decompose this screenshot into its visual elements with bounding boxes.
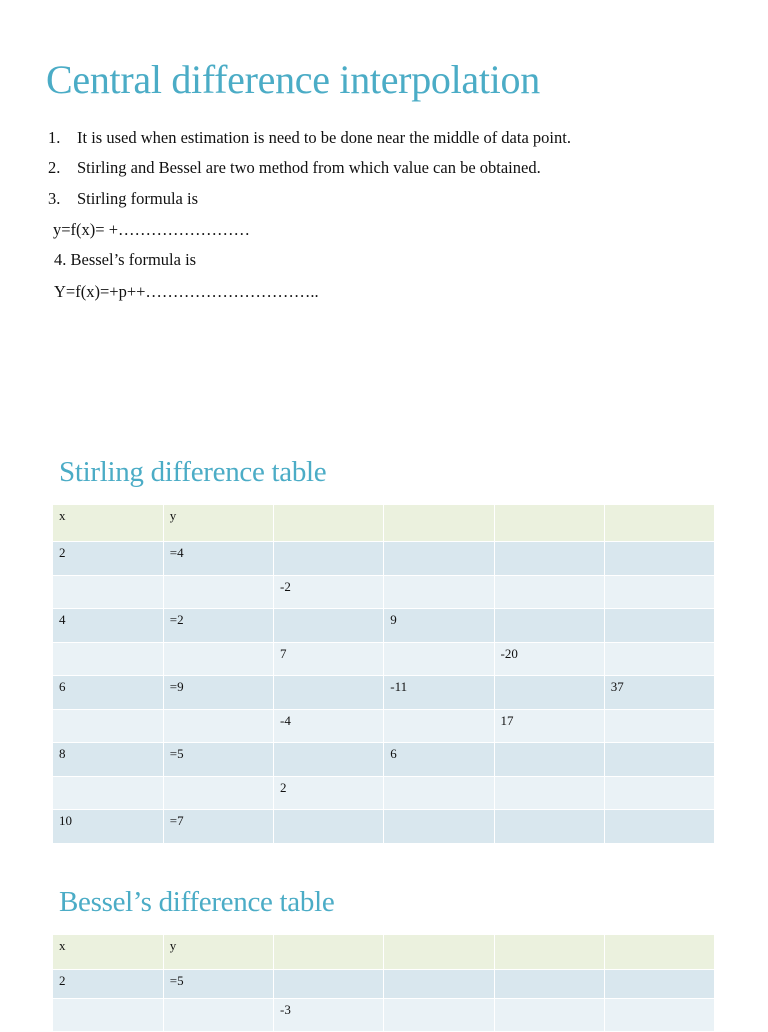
page-title: Central difference interpolation [46,57,540,102]
table-row [53,776,715,809]
table-cell: 17 [494,709,604,742]
table-row [53,998,715,1031]
table-cell [53,642,163,675]
table-header-row [53,935,715,969]
table-cell [494,675,604,709]
table-cell: 2 [53,969,163,998]
table-cell: =2 [163,608,273,642]
table-cell [494,575,604,608]
bessel-intro: 4. Bessel’s formula is [54,250,197,269]
table-cell [163,709,273,742]
table-cell: 8 [53,742,163,776]
table-cell [384,541,494,575]
table-cell [604,776,714,809]
table-cell [494,608,604,642]
table-cell: 9 [384,608,494,642]
point-number: 3. [48,189,61,208]
table-cell [274,505,384,541]
table-cell [274,935,384,969]
table-cell [494,969,604,998]
table-cell: 6 [53,675,163,709]
table-cell [384,642,494,675]
point-number: 1. [48,128,61,147]
table-cell: x [53,935,163,969]
point-text: Stirling formula is [77,189,198,208]
table-cell [494,742,604,776]
table-cell: 10 [53,809,163,843]
table-cell: 37 [604,675,714,709]
bessel-table-heading: Bessel’s difference table [59,886,335,918]
table-cell: =9 [163,675,273,709]
table-cell [604,642,714,675]
point-text: Stirling and Bessel are two method from which value can be obtained. [77,158,541,177]
table-cell [494,776,604,809]
table-cell [163,776,273,809]
stirling-formula: y=f(x)= +…………………… [53,220,251,239]
table-cell [53,776,163,809]
table-row [53,709,715,742]
table-cell [274,809,384,843]
table-cell [53,709,163,742]
table-row [53,642,715,675]
table-cell: 2 [53,541,163,575]
table-cell [384,935,494,969]
table-cell: 6 [384,742,494,776]
table-cell: -3 [274,998,384,1031]
table-cell [163,642,273,675]
table-cell: 7 [274,642,384,675]
table-row [53,969,715,998]
table-cell: =4 [163,541,273,575]
stirling-difference-table [53,505,715,844]
table-row [53,809,715,843]
table-cell [384,998,494,1031]
table-row [53,675,715,709]
table-cell [53,575,163,608]
table-cell [274,541,384,575]
table-cell [604,709,714,742]
table-cell: 2 [274,776,384,809]
table-cell [604,969,714,998]
table-cell: -11 [384,675,494,709]
point-number: 2. [48,158,61,177]
table-cell: -20 [494,642,604,675]
table-cell: -2 [274,575,384,608]
table-cell [384,776,494,809]
table-cell: =5 [163,742,273,776]
table-row [53,742,715,776]
table-row [53,608,715,642]
table-cell [384,969,494,998]
table-cell [163,998,273,1031]
table-cell [274,742,384,776]
bessel-formula: Y=f(x)=+p++………………………….. [54,282,319,301]
table-cell [494,998,604,1031]
table-cell: =7 [163,809,273,843]
table-cell [384,505,494,541]
table-header-row [53,505,715,541]
stirling-table-heading: Stirling difference table [59,456,327,488]
table-cell [494,809,604,843]
table-cell [604,935,714,969]
table-cell [53,998,163,1031]
table-cell [274,969,384,998]
table-cell [494,505,604,541]
table-cell: y [163,505,273,541]
table-cell [604,541,714,575]
table-cell: =5 [163,969,273,998]
table-cell [384,575,494,608]
table-cell [604,608,714,642]
table-cell [604,998,714,1031]
table-cell [274,608,384,642]
table-cell [274,675,384,709]
table-cell [384,809,494,843]
bessel-difference-table [53,935,715,1032]
table-cell [604,505,714,541]
table-cell [604,742,714,776]
table-cell: 4 [53,608,163,642]
table-cell: x [53,505,163,541]
table-row [53,541,715,575]
table-cell: y [163,935,273,969]
table-cell [163,575,273,608]
table-cell [604,809,714,843]
table-cell [604,575,714,608]
table-cell [494,541,604,575]
table-cell: -4 [274,709,384,742]
table-row [53,575,715,608]
table-cell [384,709,494,742]
point-text: It is used when estimation is need to be done near the middle of data point. [77,128,571,147]
table-cell [494,935,604,969]
